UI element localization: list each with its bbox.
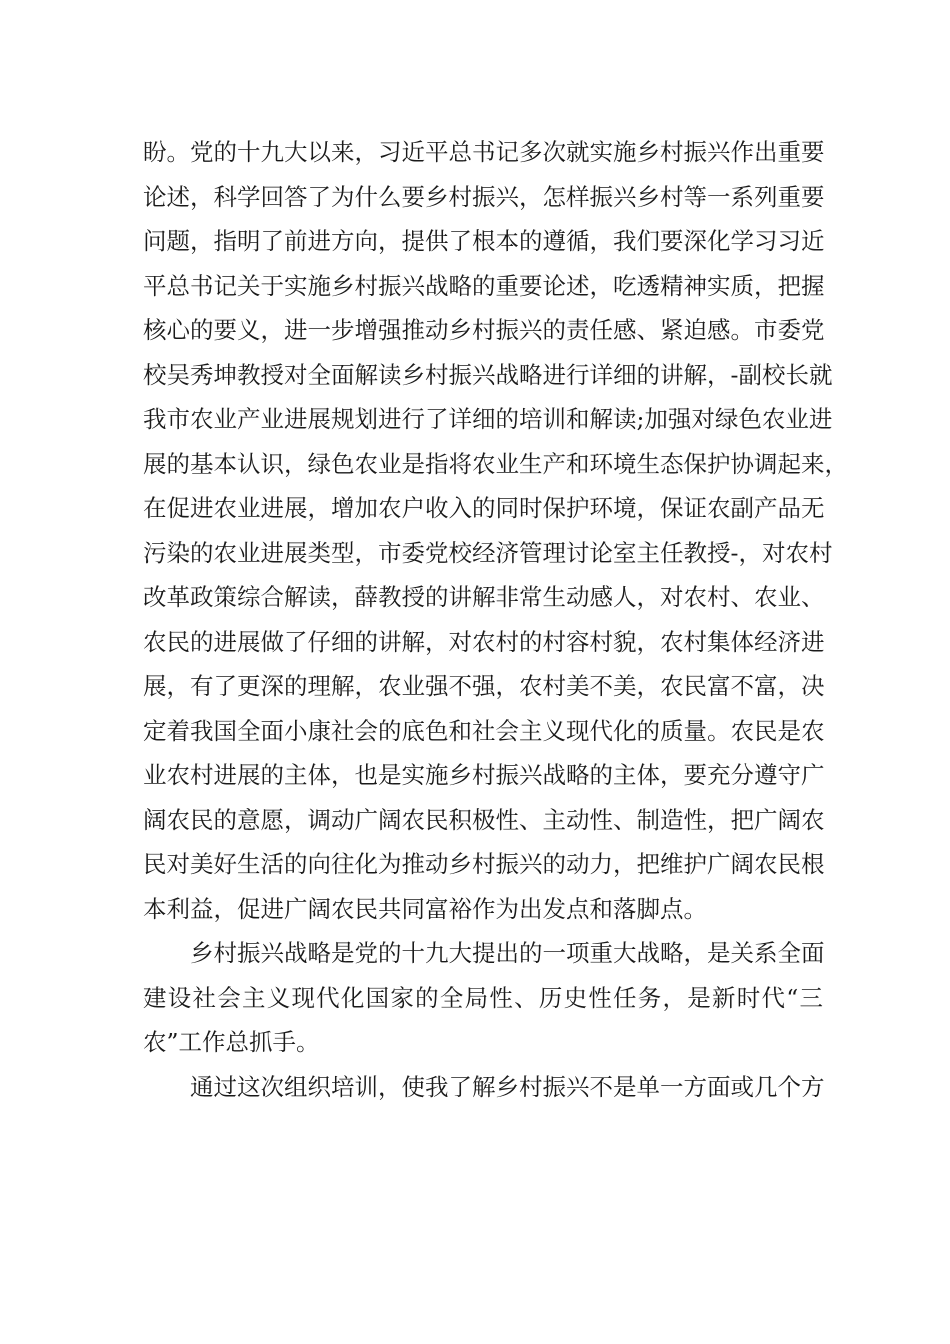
text-line: 核心的要义，进一步增强推动乡村振兴的责任感、紧迫感。市委党 xyxy=(143,316,825,344)
text-line: 问题，指明了前进方向，提供了根本的遵循，我们要深化学习习近 xyxy=(143,227,825,255)
text-line: 论述，科学回答了为什么要乡村振兴，怎样振兴乡村等一系列重要 xyxy=(143,182,825,211)
text-line: 平总书记关于实施乡村振兴战略的重要论述，吃透精神实质，把握 xyxy=(143,271,825,300)
text-line: 展，有了更深的理解，农业强不强，农村美不美，农民富不富，决 xyxy=(143,672,825,700)
text-line: 民对美好生活的向往化为推动乡村振兴的动力，把维护广阔农民根 xyxy=(143,850,825,878)
text-line: 农民的进展做了仔细的讲解，对农村的村容村貌，农村集体经济进 xyxy=(143,627,825,656)
text-line: 乡村振兴战略是党的十九大提出的一项重大战略，是关系全面 xyxy=(190,939,825,967)
paragraph xyxy=(143,130,848,931)
text-line: 改革政策综合解读，薛教授的讲解非常生动感人，对农村、农业、 xyxy=(143,583,825,611)
paragraph xyxy=(143,931,823,1065)
text-line: 定着我国全面小康社会的底色和社会主义现代化的质量。农民是农 xyxy=(143,716,825,745)
text-line: 阔农民的意愿，调动广阔农民积极性、主动性、制造性，把广阔农 xyxy=(143,805,825,834)
text-line: 校吴秀坤教授对全面解读乡村振兴战略进行详细的讲解，-副校长就 xyxy=(143,360,833,389)
paragraph xyxy=(143,1065,823,1110)
text-line: 污染的农业进展类型，市委党校经济管理讨论室主任教授-，对农村 xyxy=(143,538,833,567)
document-body xyxy=(143,130,848,1109)
text-line: 展的基本认识，绿色农业是指将农业生产和环境生态保护协调起来， xyxy=(143,449,848,478)
text-line: 我市农业产业进展规划进行了详细的培训和解读;加强对绿色农业进 xyxy=(143,405,833,433)
text-line: 建设社会主义现代化国家的全局性、历史性任务，是新时代“三 xyxy=(143,983,823,1012)
text-line: 在促进农业进展，增加农户收入的同时保护环境，保证农副产品无 xyxy=(143,494,825,522)
text-line: 农”工作总抓手。 xyxy=(143,1028,320,1056)
text-line: 盼。党的十九大以来，习近平总书记多次就实施乡村振兴作出重要 xyxy=(143,138,825,166)
text-line: 业农村进展的主体，也是实施乡村振兴战略的主体，要充分遵守广 xyxy=(143,761,825,789)
text-line: 本利益，促进广阔农民共同富裕作为出发点和落脚点。 xyxy=(143,894,707,923)
text-line: 通过这次组织培训，使我了解乡村振兴不是单一方面或几个方 xyxy=(190,1072,825,1101)
